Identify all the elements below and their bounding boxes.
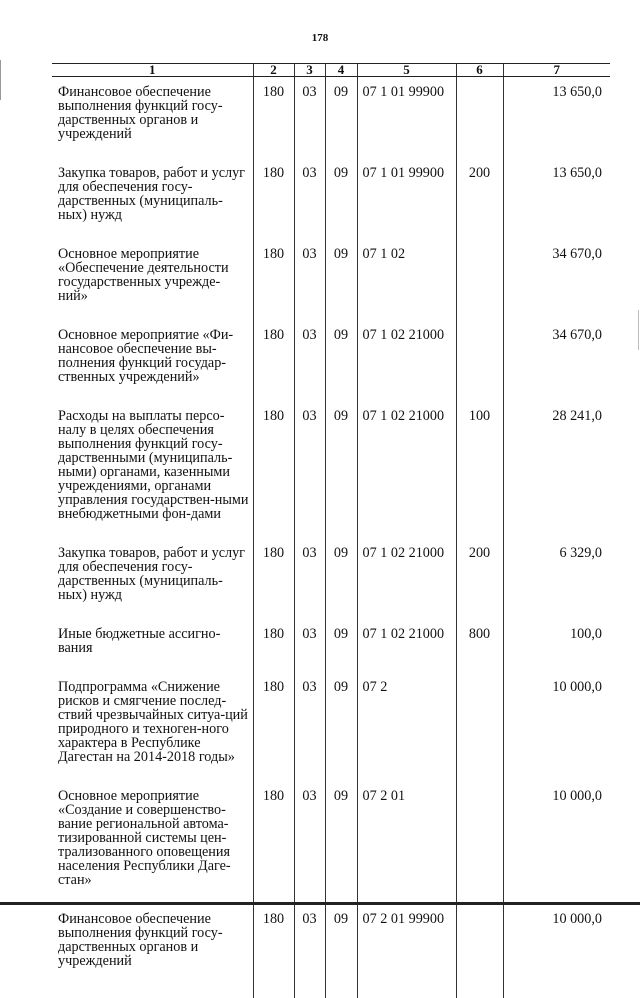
row-amount: 13 650,0	[503, 158, 610, 239]
row-name: Основное мероприятие «Создание и совершенство-вание региональной автома-тизированной системы цен-трализованного оповещения населения Республики Даге-стан»	[58, 788, 231, 888]
row-col4: 09	[325, 619, 357, 672]
column-header: 2	[253, 64, 294, 77]
row-name: Основное мероприятие «Фи-нансовое обеспечение вы-полнения функций государ-ственных учреждений»	[58, 327, 234, 385]
table-row	[52, 77, 610, 159]
page-number: 178	[311, 32, 329, 44]
row-col2: 180	[253, 619, 294, 672]
column-header: 5	[357, 64, 456, 77]
header-row	[52, 64, 610, 77]
row-col2: 180	[253, 672, 294, 781]
row-col3: 03	[294, 239, 325, 320]
table-row	[52, 672, 610, 781]
table-row	[52, 158, 610, 239]
row-name: Закупка товаров, работ и услуг для обеспечения госу-дарственных (муниципаль-ных) нужд	[58, 165, 245, 223]
row-code: 07 1 02 21000	[357, 320, 456, 401]
table-row	[52, 401, 610, 538]
table-row	[52, 320, 610, 401]
row-amount: 6 329,0	[503, 538, 610, 619]
table-row	[52, 619, 610, 672]
row-name: Закупка товаров, работ и услуг для обеспечения госу-дарственных (муниципаль-ных) нужд	[58, 545, 245, 603]
row-col4: 09	[325, 538, 357, 619]
row-amount: 100,0	[503, 619, 610, 672]
row-amount: 34 670,0	[503, 320, 610, 401]
table-row	[52, 904, 610, 998]
row-name: Основное мероприятие «Обеспечение деятельности государственных учрежде-ний»	[58, 246, 229, 304]
row-col2: 180	[253, 77, 294, 159]
row-col2: 180	[253, 781, 294, 904]
row-expense-type: 200	[456, 158, 503, 239]
row-expense-type	[456, 239, 503, 320]
table-row	[52, 781, 610, 904]
row-amount: 34 670,0	[503, 239, 610, 320]
scan-edge-mark	[638, 310, 639, 350]
table-row	[52, 538, 610, 619]
row-code: 07 2 01 99900	[357, 904, 456, 998]
row-name: Финансовое обеспечение выполнения функций госу-дарственных органов и учреждений	[58, 911, 223, 969]
row-col2: 180	[253, 401, 294, 538]
row-col4: 09	[325, 401, 357, 538]
row-code: 07 2 01	[357, 781, 456, 904]
row-col4: 09	[325, 904, 357, 998]
row-col3: 03	[294, 904, 325, 998]
row-col4: 09	[325, 672, 357, 781]
row-col3: 03	[294, 77, 325, 159]
row-col2: 180	[253, 158, 294, 239]
row-code: 07 1 02 21000	[357, 401, 456, 538]
row-code: 07 1 01 99900	[357, 77, 456, 159]
row-code: 07 1 01 99900	[357, 158, 456, 239]
row-col3: 03	[294, 320, 325, 401]
row-col3: 03	[294, 158, 325, 239]
row-expense-type: 100	[456, 401, 503, 538]
row-col4: 09	[325, 77, 357, 159]
row-name: Иные бюджетные ассигно-вания	[58, 626, 221, 656]
row-amount: 10 000,0	[503, 904, 610, 998]
column-header: 3	[294, 64, 325, 77]
row-name: Финансовое обеспечение выполнения функций госу-дарственных органов и учреждений	[58, 84, 223, 142]
row-col4: 09	[325, 781, 357, 904]
row-col3: 03	[294, 672, 325, 781]
row-expense-type: 200	[456, 538, 503, 619]
row-col3: 03	[294, 401, 325, 538]
row-col3: 03	[294, 619, 325, 672]
budget-table	[52, 63, 610, 998]
row-code: 07 1 02 21000	[357, 538, 456, 619]
row-code: 07 2	[357, 672, 456, 781]
row-col2: 180	[253, 239, 294, 320]
row-col4: 09	[325, 320, 357, 401]
column-header: 7	[503, 64, 610, 77]
column-header: 1	[52, 64, 253, 77]
row-code: 07 1 02 21000	[357, 619, 456, 672]
row-col4: 09	[325, 158, 357, 239]
table-row	[52, 239, 610, 320]
row-expense-type	[456, 672, 503, 781]
column-header: 4	[325, 64, 357, 77]
row-amount: 10 000,0	[503, 672, 610, 781]
row-expense-type	[456, 77, 503, 159]
row-col3: 03	[294, 538, 325, 619]
row-expense-type: 800	[456, 619, 503, 672]
scan-edge-mark	[0, 60, 1, 100]
row-name: Расходы на выплаты персо-налу в целях обеспечения выполнения функций госу-дарственными (муниципаль-ными) органами, казенными учреждениями, органами управления государствен-ными внебюджетными фон-дами	[58, 408, 249, 522]
column-header: 6	[456, 64, 503, 77]
row-col2: 180	[253, 538, 294, 619]
row-amount: 28 241,0	[503, 401, 610, 538]
row-expense-type	[456, 904, 503, 998]
row-name: Подпрограмма «Снижение рисков и смягчение послед-ствий чрезвычайных ситуа-ций природного и техноген-ного характера в Республике Дагестан на 2014-2018 годы»	[58, 679, 248, 765]
row-amount: 13 650,0	[503, 77, 610, 159]
row-expense-type	[456, 781, 503, 904]
row-col3: 03	[294, 781, 325, 904]
row-col4: 09	[325, 239, 357, 320]
row-expense-type	[456, 320, 503, 401]
row-col2: 180	[253, 904, 294, 998]
row-col2: 180	[253, 320, 294, 401]
row-code: 07 1 02	[357, 239, 456, 320]
row-amount: 10 000,0	[503, 781, 610, 904]
